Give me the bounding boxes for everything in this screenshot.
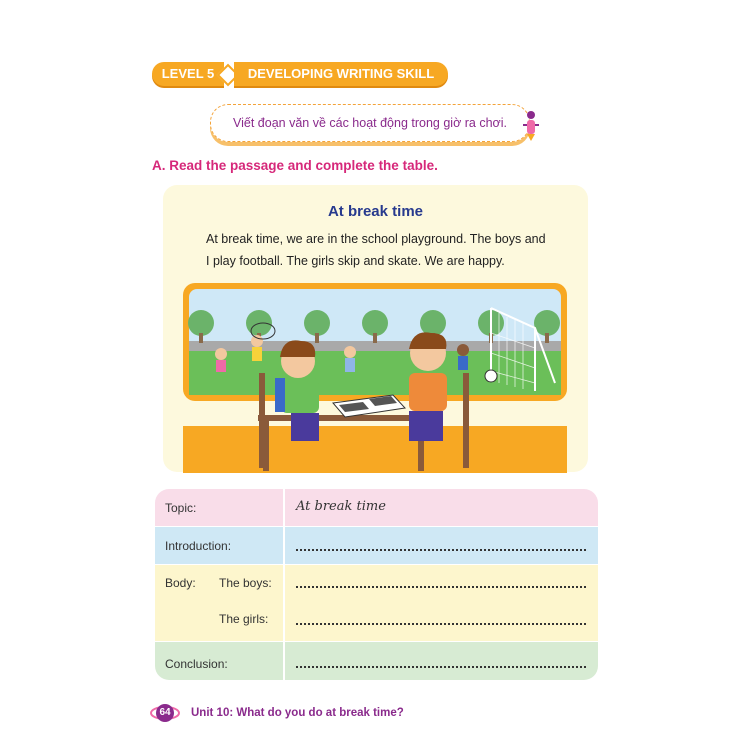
playground-illustration: [183, 283, 567, 473]
instruction-text: Viết đoạn văn về các hoạt động trong giờ ra chơi.: [233, 116, 507, 130]
pencil-character-icon: [521, 110, 541, 142]
girls-answer-line[interactable]: [296, 623, 586, 625]
topic-value: At break time: [296, 499, 386, 514]
passage-line-1: At break time, we are in the school playground. The boys and: [206, 232, 546, 246]
section-a-heading: A. Read the passage and complete the table.: [152, 158, 438, 173]
girls-label: The girls:: [219, 612, 269, 626]
level-label: LEVEL 5: [152, 62, 224, 86]
conclusion-answer-line[interactable]: [296, 666, 586, 668]
passage-text: [206, 228, 556, 272]
boys-label: The boys:: [219, 576, 272, 590]
passage-title: At break time: [327, 203, 424, 220]
topic-label: Topic:: [165, 501, 197, 515]
instruction-box: [210, 104, 530, 142]
passage-line-2: I play football. The girls skip and skate. We are happy.: [206, 254, 505, 268]
body-label: Body:: [165, 576, 196, 590]
conclusion-label: Conclusion:: [165, 657, 228, 671]
table-divider: [283, 489, 285, 680]
introduction-label: Introduction:: [165, 539, 232, 553]
introduction-answer-line[interactable]: [296, 549, 586, 551]
page-number: 64: [159, 707, 171, 718]
unit-title: Unit 10: What do you do at break time?: [191, 707, 404, 719]
boys-answer-line[interactable]: [296, 586, 586, 588]
skill-label: DEVELOPING WRITING SKILL: [234, 62, 448, 86]
